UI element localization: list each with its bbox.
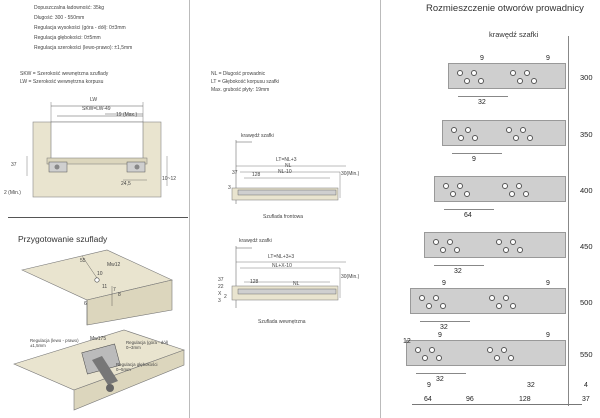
mount-hole [501, 347, 507, 353]
mount-hole [436, 355, 442, 361]
side2-3: 3 [218, 298, 221, 304]
side1-3: 3 [228, 185, 231, 191]
spec-depth-adj: Regulacja głębokości: 0±5mm [34, 35, 101, 41]
mount-hole [517, 247, 523, 253]
mount-hole [447, 239, 453, 245]
mount-hole [464, 191, 470, 197]
mount-hole [451, 127, 457, 133]
mount-hole [496, 239, 502, 245]
mount-hole [454, 247, 460, 253]
mount-hole [513, 135, 519, 141]
dim-skw: SKW=LW-49 [82, 106, 111, 112]
mount-hole [527, 135, 533, 141]
spec-length: Długość: 300 - 550mm [34, 15, 85, 21]
rail-spacing-line [434, 265, 484, 266]
side1-caption: Szuflada frontowa [263, 214, 304, 220]
cabinet-edge-line [568, 36, 569, 406]
rail-length-label: 550 [580, 350, 593, 359]
bottom-dim-12: 12 [403, 338, 411, 345]
mount-hole [494, 355, 500, 361]
mount-hole [510, 239, 516, 245]
mount-hole [415, 347, 421, 353]
prep-m175: Mw175 [90, 336, 107, 342]
side2-37: 37 [218, 277, 224, 283]
mount-hole [464, 78, 470, 84]
rail-spacing-dim: 32 [440, 324, 448, 331]
rail-profile [434, 176, 566, 202]
side1-37: 37 [232, 170, 238, 176]
rail-spacing-line [458, 96, 508, 97]
rail-profile [406, 340, 566, 366]
mount-hole [450, 191, 456, 197]
bottom-dim-37: 37 [582, 396, 590, 403]
prep-m12: Mw12 [107, 262, 121, 268]
section-divider [8, 217, 188, 218]
side1-nl10: NL-10 [278, 169, 292, 175]
spec-height-adj: Regulacja wysokości (góra - dół): 0±3mm [34, 25, 126, 31]
prep-8: 8 [118, 292, 121, 298]
rail-top-dim: 9 [442, 280, 446, 287]
holes-title: Rozmieszczenie otworów prowadnicy [426, 3, 584, 14]
mount-hole [523, 191, 529, 197]
rail-spacing-line [420, 321, 470, 322]
nl-legend-line1: NL = Długość prowadnic [211, 71, 266, 77]
side1-edge-label: krawędź szafki [241, 133, 274, 139]
mount-hole [433, 239, 439, 245]
nl-legend-line3: Max. grubość płyty: 19mm [211, 87, 270, 93]
spec-width-adj: Regulacja szerokości (lewo-prawo): ±1,5mm [34, 45, 133, 51]
prep-title: Przygotowanie szuflady [18, 234, 108, 244]
prep-11: 11 [102, 284, 108, 290]
rail-profile [442, 120, 566, 146]
mount-hole [458, 135, 464, 141]
rail-spacing-dim: 32 [454, 268, 462, 275]
mount-hole [472, 135, 478, 141]
side2-2: 2 [224, 294, 227, 300]
mount-hole [520, 127, 526, 133]
mount-hole [506, 127, 512, 133]
rail-length-label: 450 [580, 242, 593, 251]
mount-hole [487, 347, 493, 353]
column-divider-2 [380, 0, 381, 418]
mount-hole [510, 70, 516, 76]
mount-hole [426, 303, 432, 309]
prep-lr: Regulacja (lewo - prawo) ±1,5mm [30, 338, 79, 348]
mount-hole [517, 78, 523, 84]
side2-nl2: NL [293, 281, 300, 287]
dim-10-12: 10~12 [162, 176, 177, 182]
side1-nl: NL [285, 163, 292, 169]
side2-lt: LT=NL+3+3 [268, 254, 295, 260]
bottom-dim-9: 9 [427, 382, 431, 389]
mount-hole [457, 70, 463, 76]
mount-hole [503, 295, 509, 301]
rail-top-dim-right: 9 [546, 55, 550, 62]
mount-hole [531, 78, 537, 84]
side2-edge-label: krawędź szafki [239, 238, 272, 244]
mount-hole [503, 247, 509, 253]
rail-top-dim-right: 9 [546, 280, 550, 287]
rail-spacing-dim: 64 [464, 212, 472, 219]
side2-nl: NL+X-10 [272, 263, 292, 269]
side2-x: X [218, 291, 222, 297]
rail-length-label: 400 [580, 186, 593, 195]
mount-hole [440, 303, 446, 309]
rail-top-dim: 9 [438, 332, 442, 339]
rail-top-dim-right: 9 [546, 332, 550, 339]
mount-hole [419, 295, 425, 301]
mount-hole [422, 355, 428, 361]
side2-22: 22 [218, 284, 224, 290]
mount-hole [457, 183, 463, 189]
dim-37: 37 [11, 162, 17, 168]
mount-hole [502, 183, 508, 189]
prep-10: 10 [97, 271, 103, 277]
rail-length-label: 350 [580, 130, 593, 139]
mount-hole [478, 78, 484, 84]
prep-ud: Regulacja (góra - dół) 0~3mm [126, 340, 169, 350]
prep-7: 7 [113, 287, 116, 293]
prep-depth: Regulacja głębokości 0~5mm [116, 362, 158, 372]
skw-legend-line2: LW = Szerokość wewnętrzna korpusu [20, 79, 104, 85]
rail-spacing-dim: 32 [478, 99, 486, 106]
rail-top-dim: 9 [480, 55, 484, 62]
rail-profile [448, 63, 566, 89]
bottom-dim-128: 128 [519, 396, 531, 403]
bottom-dim-4: 4 [584, 382, 588, 389]
mount-hole [489, 295, 495, 301]
mount-hole [496, 303, 502, 309]
rail-length-label: 500 [580, 298, 593, 307]
dim-lw: LW [90, 97, 98, 103]
mount-hole [440, 247, 446, 253]
bottom-dim-line [412, 404, 582, 405]
mount-hole [524, 70, 530, 76]
mount-hole [465, 127, 471, 133]
side2-128: 128 [250, 279, 259, 285]
column-divider-1 [189, 0, 190, 418]
side2-caption: Szuflada wewnętrzna [258, 319, 306, 325]
dim-24-5: 24,5 [121, 181, 131, 187]
mount-hole [443, 183, 449, 189]
prep-55: 55 [80, 258, 86, 264]
skw-legend-line1: SKW = Szerokość wewnętrzna szuflady [20, 71, 109, 77]
mount-hole [510, 303, 516, 309]
mount-hole [508, 355, 514, 361]
holes-edge-label: krawędź szafki [489, 30, 539, 39]
side2-min30: 30(Min.) [341, 274, 360, 280]
rail-length-label: 300 [580, 73, 593, 82]
side1-min30: 30(Min.) [341, 171, 360, 177]
mount-hole [516, 183, 522, 189]
dim-19max: 19 (Max.) [116, 112, 138, 118]
rail-spacing-dim: 9 [472, 156, 476, 163]
dim-2min: 2 (Min.) [4, 190, 21, 196]
rail-spacing-line [452, 153, 502, 154]
rail-spacing-dim: 32 [436, 376, 444, 383]
bottom-dim-64: 64 [424, 396, 432, 403]
mount-hole [509, 191, 515, 197]
rail-profile [410, 288, 566, 314]
side1-128: 128 [252, 172, 261, 178]
mount-hole [429, 347, 435, 353]
rail-profile [424, 232, 566, 258]
rail-spacing-line [444, 209, 494, 210]
bottom-dim-32: 32 [527, 382, 535, 389]
nl-legend-line2: LT = Głębokość korpusu szafki [211, 79, 280, 85]
bottom-dim-96: 96 [466, 396, 474, 403]
mount-hole [433, 295, 439, 301]
mount-hole [471, 70, 477, 76]
side1-lt: LT=NL+3 [276, 157, 297, 163]
front-section-drawing [5, 96, 185, 216]
prep-6: 6 [84, 301, 87, 307]
rail-spacing-line [416, 373, 466, 374]
spec-load: Dopuszczalna ładowność: 35kg [34, 5, 105, 11]
